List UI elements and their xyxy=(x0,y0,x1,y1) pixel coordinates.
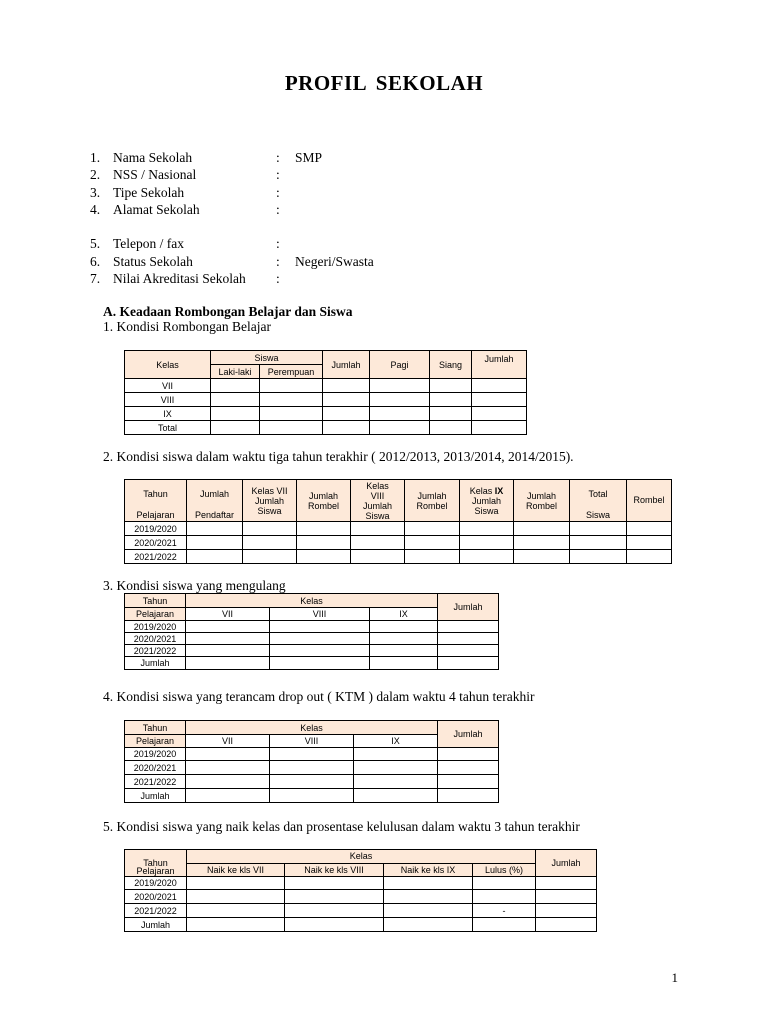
header-total-siswa xyxy=(570,480,627,522)
table-row xyxy=(125,550,672,564)
header-tahun-pelajaran xyxy=(125,850,187,877)
info-label: Status Sekolah xyxy=(113,254,193,269)
header-rombel: Rombel xyxy=(627,480,672,522)
info-label: Nilai Akreditasi Sekolah xyxy=(113,271,246,286)
info-value: Negeri/Swasta xyxy=(295,254,374,269)
section-a-heading: A. Keadaan Rombongan Belajar dan Siswa xyxy=(103,304,353,319)
row-label: 2019/2020 xyxy=(125,877,187,890)
table-naik-kelas xyxy=(124,849,597,932)
heading-2: 2. Kondisi siswa dalam waktu tiga tahun terakhir ( 2012/2013, 2013/2014, 2014/2015). xyxy=(103,449,574,464)
info-label: NSS / Nasional xyxy=(113,167,197,182)
header-kelas-viii: Kelas VIII Jumlah Siswa xyxy=(351,480,405,522)
row-label: Jumlah xyxy=(125,657,186,670)
table-row xyxy=(125,789,499,803)
header-pelajaran: Pelajaran xyxy=(125,735,186,748)
header-naik-vii: Naik ke kls VII xyxy=(187,864,285,877)
row-label: 2019/2020 xyxy=(125,522,187,536)
table-row xyxy=(125,633,499,645)
table-row xyxy=(125,407,527,421)
info-value: SMP xyxy=(295,150,323,165)
header-tahun: Tahun xyxy=(125,721,186,735)
header-pagi: Pagi xyxy=(370,351,430,379)
header-jumlah-2: Jumlah xyxy=(472,351,527,379)
header-kelas: Kelas xyxy=(186,721,438,735)
info-colon: : xyxy=(276,150,280,165)
page-title: PROFIL SEKOLAH xyxy=(284,71,484,95)
heading-3: 3. Kondisi siswa yang mengulang xyxy=(103,578,286,593)
header-kelas: Kelas xyxy=(125,351,211,379)
header-kelas-vii: Kelas VII Jumlah Siswa xyxy=(243,480,297,522)
header-tahun-pelajaran xyxy=(125,480,187,522)
header-naik-ix: Naik ke kls IX xyxy=(384,864,473,877)
header-pendaftar: Pendaftar xyxy=(194,510,235,520)
header-perempuan: Perempuan xyxy=(260,365,323,379)
row-label: IX xyxy=(125,407,211,421)
header-jumlah: Jumlah xyxy=(536,850,597,877)
table-rombongan-belajar xyxy=(124,350,527,435)
info-label: Telepon / fax xyxy=(113,236,185,251)
header-kelas-ix: Kelas IX Jumlah Siswa xyxy=(460,480,514,522)
header-ix: IX xyxy=(370,608,438,621)
header-tahun: Tahun xyxy=(143,489,168,499)
row-label: 2020/2021 xyxy=(125,890,187,904)
info-number: 4. xyxy=(90,202,101,217)
header-naik-viii: Naik ke kls VIII xyxy=(285,864,384,877)
table-row xyxy=(125,877,597,890)
header-pelajaran: Pelajaran xyxy=(136,866,175,876)
table-row xyxy=(125,761,499,775)
info-colon: : xyxy=(276,254,280,269)
row-label: Total xyxy=(125,421,211,435)
table-row xyxy=(125,393,527,407)
table-row xyxy=(125,522,672,536)
heading-4: 4. Kondisi siswa yang terancam drop out ( KTM ) dalam waktu 4 tahun terakhir xyxy=(103,689,535,704)
row-label: 2020/2021 xyxy=(125,633,186,645)
header-jumlah: Jumlah xyxy=(438,594,499,621)
info-colon: : xyxy=(276,271,280,286)
table-row xyxy=(125,421,527,435)
row-label: VIII xyxy=(125,393,211,407)
header-jumlah: Jumlah xyxy=(199,489,229,499)
info-colon: : xyxy=(276,236,280,251)
header-total: Total xyxy=(588,489,608,499)
table-kondisi-siswa xyxy=(124,479,672,564)
row-label: 2021/2022 xyxy=(125,775,186,789)
info-number: 5. xyxy=(90,236,101,251)
row-label: 2019/2020 xyxy=(125,748,186,761)
row-label: 2019/2020 xyxy=(125,621,186,633)
header-laki-laki: Laki-laki xyxy=(211,365,260,379)
heading-5: 5. Kondisi siswa yang naik kelas dan prosentase kelulusan dalam waktu 3 tahun terakhir xyxy=(103,819,580,834)
info-number: 2. xyxy=(90,167,101,182)
info-label: Nama Sekolah xyxy=(113,150,193,165)
row-label: Jumlah xyxy=(125,918,187,932)
table-row xyxy=(125,918,597,932)
info-colon: : xyxy=(276,167,280,182)
lulus-value: - xyxy=(473,904,536,918)
info-number: 7. xyxy=(90,271,101,286)
header-tahun: Tahun xyxy=(143,858,168,868)
info-label: Alamat Sekolah xyxy=(113,202,200,217)
table-siswa-mengulang xyxy=(124,593,499,670)
table-row xyxy=(125,621,499,633)
header-siswa: Siswa xyxy=(211,351,323,365)
header-siang: Siang xyxy=(430,351,472,379)
header-pelajaran: Pelajaran xyxy=(125,608,186,621)
header-kelas: Kelas xyxy=(186,594,438,608)
header-ix: IX xyxy=(354,735,438,748)
info-colon: : xyxy=(276,202,280,217)
header-jumlah-rombel-3: Jumlah Rombel xyxy=(514,480,570,522)
header-lulus: Lulus (%) xyxy=(473,864,536,877)
header-jumlah: Jumlah xyxy=(438,721,499,748)
header-viii: VIII xyxy=(270,608,370,621)
header-jumlah-rombel-1: Jumlah Rombel xyxy=(297,480,351,522)
header-siswa: Siswa xyxy=(585,510,610,520)
header-tahun: Tahun xyxy=(125,594,186,608)
header-viii: VIII xyxy=(270,735,354,748)
header-kelas: Kelas xyxy=(187,850,536,864)
table-row xyxy=(125,748,499,761)
table-row xyxy=(125,657,499,670)
table-row xyxy=(125,379,527,393)
table-drop-out xyxy=(124,720,499,803)
row-label: 2021/2022 xyxy=(125,904,187,918)
row-label: 2020/2021 xyxy=(125,536,187,550)
row-label: 2021/2022 xyxy=(125,645,186,657)
info-colon: : xyxy=(276,185,280,200)
header-jumlah: Jumlah xyxy=(323,351,370,379)
info-number: 3. xyxy=(90,185,101,200)
header-vii: VII xyxy=(186,608,270,621)
row-label: VII xyxy=(125,379,211,393)
row-label: 2020/2021 xyxy=(125,761,186,775)
table-row xyxy=(125,645,499,657)
header-jumlah-pendaftar xyxy=(187,480,243,522)
row-label: 2021/2022 xyxy=(125,550,187,564)
page-number: 1 xyxy=(671,970,678,985)
header-jumlah-rombel-2: Jumlah Rombel xyxy=(405,480,460,522)
info-label: Tipe Sekolah xyxy=(113,185,185,200)
header-pelajaran: Pelajaran xyxy=(136,510,175,520)
table-row xyxy=(125,536,672,550)
table-row xyxy=(125,775,499,789)
header-vii: VII xyxy=(186,735,270,748)
table-row xyxy=(125,890,597,904)
table-row xyxy=(125,904,597,918)
info-number: 6. xyxy=(90,254,101,269)
info-number: 1. xyxy=(90,150,101,165)
heading-1: 1. Kondisi Rombongan Belajar xyxy=(103,319,271,334)
row-label: Jumlah xyxy=(125,789,186,803)
